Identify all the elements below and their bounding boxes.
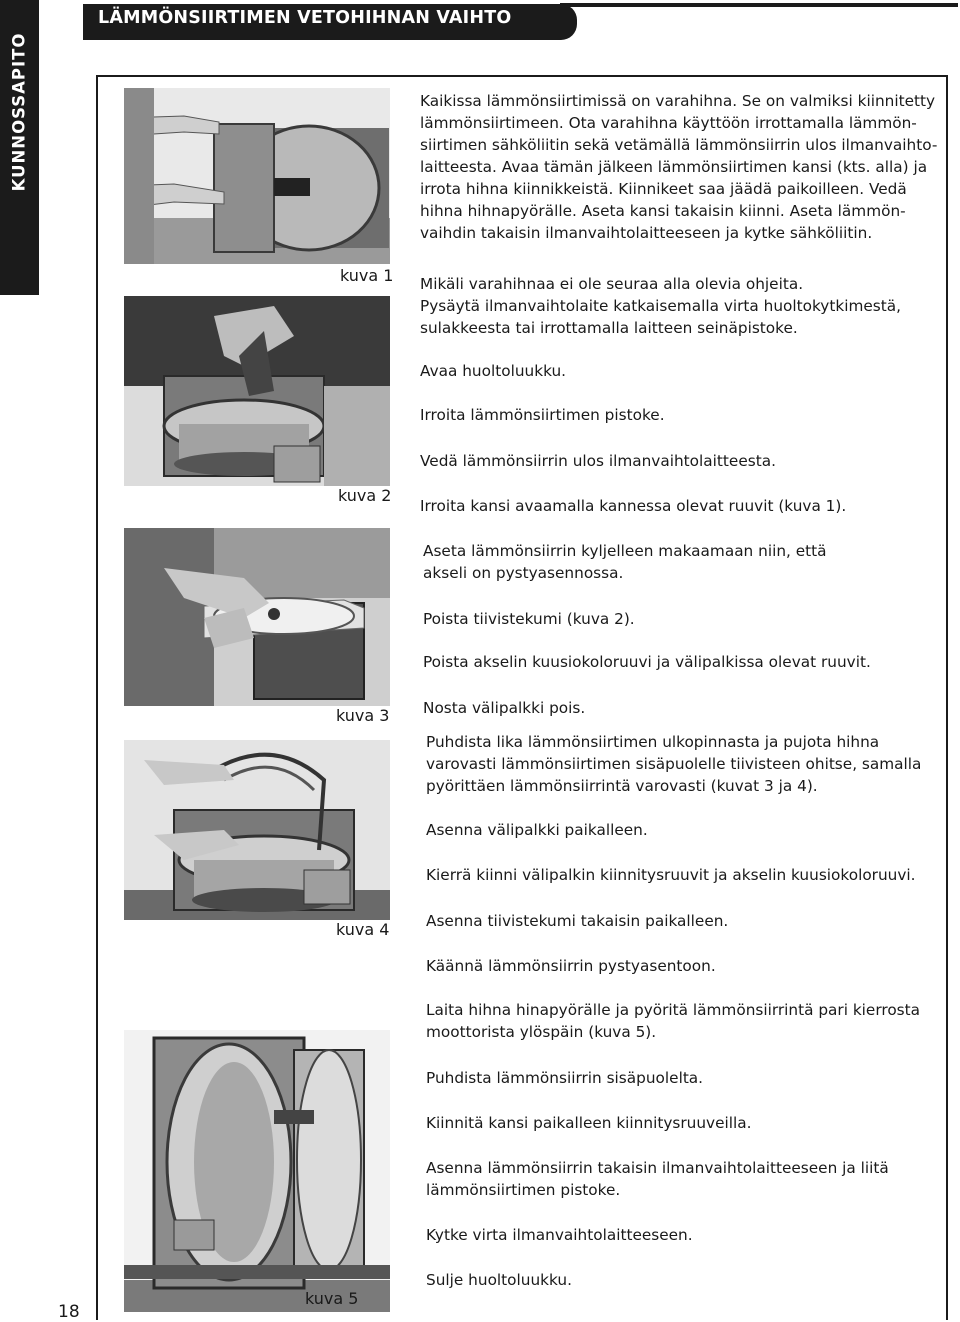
step-lift-crossbar: Nosta välipalkki pois. — [423, 699, 586, 717]
step-open-service-hatch: Avaa huoltoluukku. — [420, 362, 567, 380]
header-rule — [560, 3, 958, 7]
step-fasten-cover: Kiinnitä kansi paikalleen kiinnitysruuveilla. — [426, 1114, 752, 1132]
photo-2 — [124, 296, 390, 486]
step-pull-out-exchanger: Vedä lämmönsiirrin ulos ilmanvaihtolaitteesta. — [420, 452, 776, 470]
step-tighten-screws: Kierrä kiinni välipalkin kiinnitysruuvit ja akselin kuusiokoloruuvi. — [426, 866, 916, 884]
photo-5 — [124, 1030, 390, 1312]
paragraph-no-spare-belt: Mikäli varahihnaa ei ole seuraa alla olevia ohjeita. Pysäytä ilmanvaihtolaite katkaisemalla virta huoltokytkimestä, sulakkeesta tai irrottamalla laitteen seinäpistoke. — [420, 275, 901, 337]
frame-top-border — [96, 75, 948, 77]
step-close-hatch: Sulje huoltoluukku. — [426, 1271, 572, 1289]
caption-kuva-3: kuva 3 — [336, 706, 390, 725]
section-label: KUNNOSSAPITO — [9, 32, 29, 192]
step-reinsert-exchanger: Asenna lämmönsiirrin takaisin ilmanvaihtolaitteeseen ja liitä lämmönsiirtimen pistoke. — [426, 1159, 889, 1199]
step-clean-inside: Puhdista lämmönsiirrin sisäpuolelta. — [426, 1069, 704, 1087]
step-turn-upright: Käännä lämmönsiirrin pystyasentoon. — [426, 957, 716, 975]
step-power-on: Kytke virta ilmanvaihtolaitteeseen. — [426, 1226, 693, 1244]
step-remove-seal: Poista tiivistekumi (kuva 2). — [423, 610, 635, 628]
caption-kuva-1: kuva 1 — [340, 266, 394, 285]
paragraph-intro: Kaikissa lämmönsiirtimissä on varahihna. Se on valmiksi kiinnitetty lämmönsiirtimeen. Ota varahihna käyttöön irrottamalla lämmön- siirtimen sähköliitin sekä vetämällä lämmönsiirrin ulos ilmanvaihto- laitteesta. Avaa tämän jälkeen lämmönsiirtimen kansi (kts. alla) ja irrota hihna kiinnikkeistä. Kiinnikeet saa jäädä paikoilleen. Vedä hihna hihnapyörälle. Aseta kansi takaisin kiinni. Aseta lämmön- vaihdin takaisin ilmanvaihtolaitteeseen ja kytke sähköliitin. — [420, 92, 938, 242]
frame-left-border — [96, 75, 98, 1320]
page-title: LÄMMÖNSIIRTIMEN VETOHIHNAN VAIHTO — [98, 8, 512, 28]
step-lay-on-side: Aseta lämmönsiirrin kyljelleen makaamaan niin, että akseli on pystyasennossa. — [423, 542, 827, 582]
step-remove-cover: Irroita kansi avaamalla kannessa olevat ruuvit (kuva 1). — [420, 497, 847, 515]
caption-kuva-5: kuva 5 — [305, 1289, 359, 1308]
page-number: 18 — [58, 1302, 80, 1322]
step-clean-and-thread-belt: Puhdista lika lämmönsiirtimen ulkopinnasta ja pujota hihna varovasti lämmönsiirtimen sisäpuolelle tiivisteen ohitse, samalla pyörittäen lämmönsiirrintä varovasti (kuvat 3 ja 4). — [426, 733, 922, 795]
photo-3 — [124, 528, 390, 706]
caption-kuva-2: kuva 2 — [338, 486, 392, 505]
step-fit-belt-on-pulley: Laita hihna hinapyörälle ja pyöritä lämmönsiirrintä pari kierrosta moottorista ylöspäin (kuva 5). — [426, 1001, 921, 1041]
step-install-crossbar: Asenna välipalkki paikalleen. — [426, 821, 648, 839]
caption-kuva-4: kuva 4 — [336, 920, 390, 939]
frame-right-border — [946, 75, 948, 1320]
step-reinstall-seal: Asenna tiivistekumi takaisin paikalleen. — [426, 912, 729, 930]
step-remove-screws: Poista akselin kuusiokoloruuvi ja välipalkissa olevat ruuvit. — [423, 653, 871, 671]
step-unplug-connector: Irroita lämmönsiirtimen pistoke. — [420, 406, 665, 424]
photo-1 — [124, 88, 390, 264]
photo-4 — [124, 740, 390, 920]
section-tab — [0, 0, 39, 295]
